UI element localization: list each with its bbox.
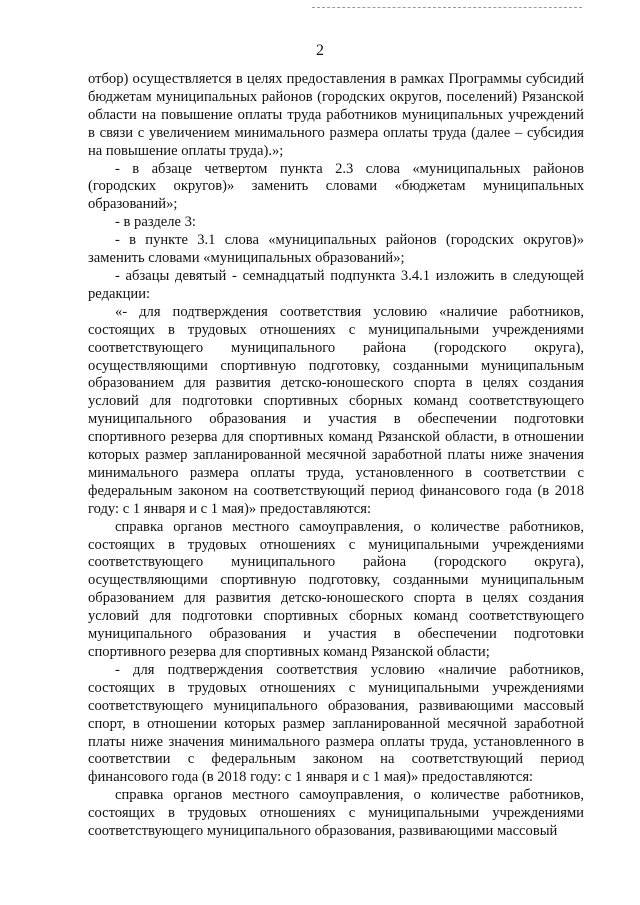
paragraph-3: - в разделе 3:: [115, 214, 196, 231]
paragraph-2: - в абзаце четвертом пункта 2.3 слова «муниципальных районов (городских округов)» заменить словами «бюджетам муниципальных образований»;: [88, 160, 584, 213]
paragraph-9: справка органов местного самоуправления, о количестве работников, состоящих в трудовых отношениях с муниципальными учреждениями соответствующего муниципального образования, развивающими массовый: [88, 787, 584, 840]
paragraph-8: - для подтверждения соответствия условию «наличие работников, состоящих в трудовых отношениях с муниципальными учреждениями соответствующего муниципального образования, развивающими массовый спорт, в отношении которых размер запланированной месячной заработной платы ниже значения минимального размера оплаты труда, установленного в соответствии с федеральным законом на соответствующий период финансового года (в 2018 году: с 1 января и с 1 мая)» предоставляются:: [88, 661, 584, 786]
document-body: [88, 71, 584, 841]
paragraph-4: - в пункте 3.1 слова «муниципальных районов (городских округов)» заменить словами «муниципальных образований»;: [88, 232, 584, 267]
paragraph-5: - абзацы девятый - семнадцатый подпункта 3.4.1 изложить в следующей редакции:: [88, 267, 584, 302]
scan-top-rule: [312, 7, 582, 8]
page-number: 2: [316, 42, 324, 59]
paragraph-6: «- для подтверждения соответствия условию «наличие работников, состоящих в трудовых отношениях с муниципальными учреждениями соответствующего муниципального района (городского округа), осуществляющими спортивную подготовку, созданными муниципальным образованием для развития детско-юношеского спорта в целях создания условий для подготовки спортивных сборных команд соответствующего муниципального образования и участия в обеспечении подготовки спортивного резерва для спортивных команд Рязанской области, в отношении которых размер запланированной месячной заработной платы ниже значения минимального размера оплаты труда, установленного в соответствии с федеральным законом на соответствующий период финансового года (в 2018 году: с 1 января и с 1 мая)» предоставляются:: [88, 303, 584, 517]
paragraph-7: справка органов местного самоуправления, о количестве работников, состоящих в трудовых отношениях с муниципальными учреждениями соответствующего муниципального района (городского округа), осуществляющими спортивную подготовку, созданными муниципальным образованием для развития детско-юношеского спорта в целях создания условий для подготовки спортивных сборных команд соответствующего муниципального образования и участия в обеспечении подготовки спортивного резерва для спортивных команд Рязанской области;: [88, 518, 584, 660]
paragraph-1: отбор) осуществляется в целях предоставления в рамках Программы субсидий бюджетам муниципальных районов (городских округов, поселений) Рязанской области на повышение оплаты труда работников муниципальных учреждений в связи с увеличением минимального размера оплаты труда (далее – субсидия на повышение оплаты труда).»;: [88, 71, 584, 159]
